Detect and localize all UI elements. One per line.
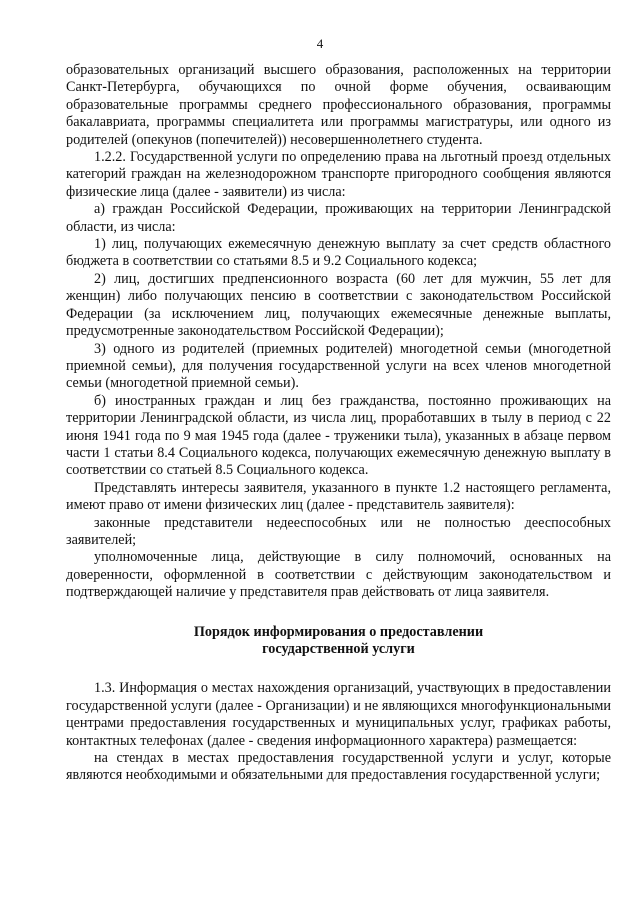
paragraph: 2) лиц, достигших предпенсионного возраста (60 лет для мужчин, 55 лет для женщин) либо получающих пенсию в соответствии с законодательством Российской Федерации (за исключением лиц, получающих ежемесячные денежные выплаты, предусмотренные законодательством Российской Федерации); — [66, 270, 611, 340]
paragraph: б) иностранных граждан и лиц без гражданства, постоянно проживающих на территории Ленинградской области, из числа лиц, проработавших в тылу в период с 22 июня 1941 года по 9 мая 1945 года (далее - труженики тыла), указанных в абзаце первом части 1 статьи 8.4 Социального кодекса, получающих ежемесячную денежную выплату в соответствии со статьей 8.5 Социального кодекса. — [66, 392, 611, 479]
heading-line-2: государственной услуги — [262, 641, 415, 657]
paragraph: 1) лиц, получающих ежемесячную денежную выплату за счет средств областного бюджета в соответствии со статьями 8.5 и 9.2 Социального кодекса; — [66, 236, 611, 270]
paragraph: уполномоченные лица, действующие в силу полномочий, основанных на доверенности, оформленной в соответствии с действующим законодательством и подтверждающей наличие у представителя прав действовать от лица заявителя. — [66, 549, 611, 601]
paragraph: на стендах в местах предоставления государственной услуги и услуг, которые являются необходимыми и обязательными для предоставления государственной услуги; — [66, 750, 611, 784]
heading-line-1: Порядок информирования о предоставлении — [193, 623, 484, 640]
paragraph: образовательных организаций высшего образования, расположенных на территории Санкт-Петербурга, обучающихся по очной форме обучения, осваивающим образовательные программы среднего профессионального образования, программы бакалавриата, программы специалитета или программы магистратуры, или одного из родителей (опекунов (попечителей)) несовершеннолетнего студента. — [66, 62, 611, 148]
section-bottom — [66, 680, 611, 784]
paragraph: 1.2.2. Государственной услуги по определению права на льготный проезд отдельных категорий граждан на железнодорожном транспорте пригородного сообщения являются физические лица (далее - заявители) из числа: — [66, 149, 611, 200]
paragraph: а) граждан Российской Федерации, проживающих на территории Ленинградской области, из числа: — [66, 201, 611, 235]
paragraph: 3) одного из родителей (приемных родителей) многодетной семьи (многодетной приемной семьи), для получения государственной услуги на всех членов многодетной семьи (многодетной приемной семьи). — [66, 340, 611, 392]
section-heading — [66, 624, 611, 659]
paragraph: Представлять интересы заявителя, указанного в пункте 1.2 настоящего регламента, имеют право от имени физических лиц (далее - представитель заявителя): — [66, 479, 611, 514]
section-top — [66, 62, 611, 602]
document-body — [66, 62, 611, 785]
paragraph: 1.3. Информация о местах нахождения организаций, участвующих в предоставлении государственной услуги (далее - Организации) и не являющихся многофункциональными центрами предоставления государственных и муниципальных услуг, графиках работы, контактных телефонах (далее - сведения информационного характера) размещается: — [66, 680, 611, 749]
paragraph: законные представители недееспособных или не полностью дееспособных заявителей; — [66, 514, 611, 548]
page-number: 4 — [316, 36, 324, 51]
